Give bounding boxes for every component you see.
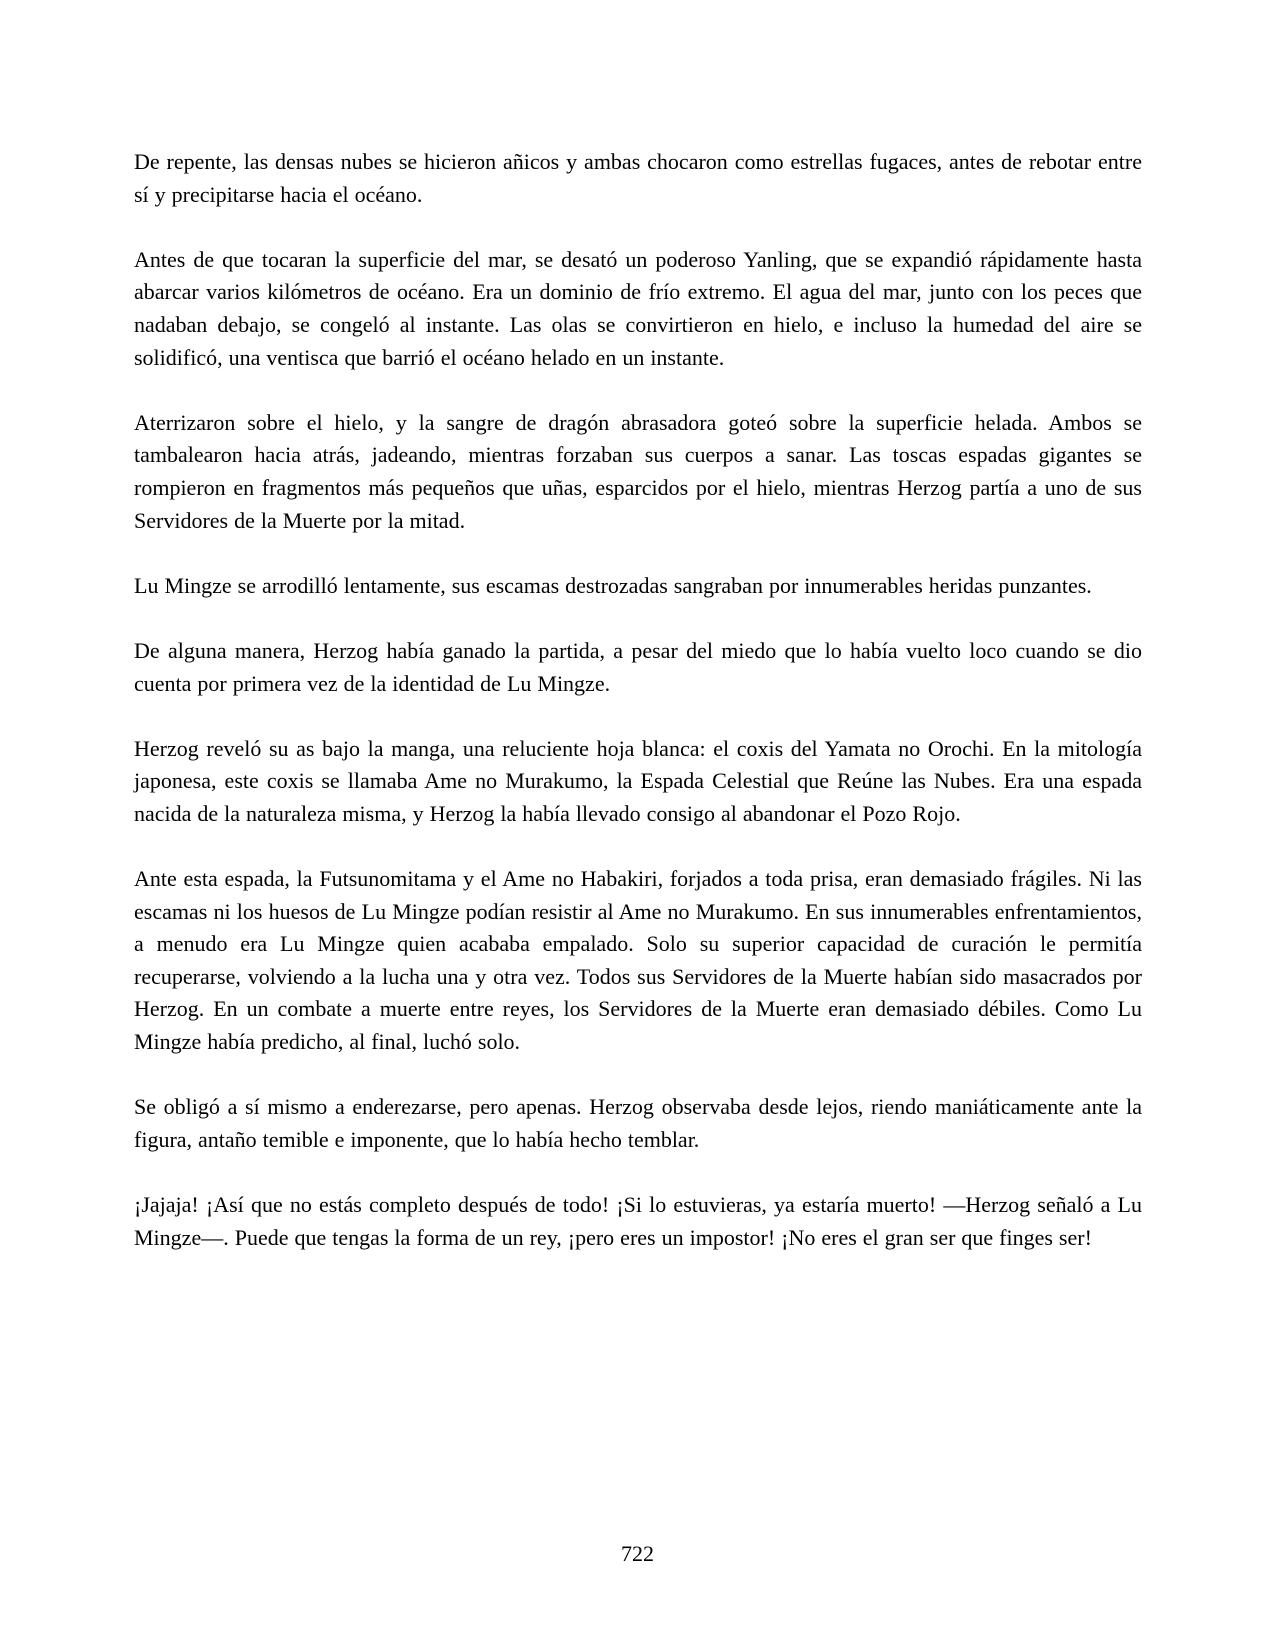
paragraph: Herzog reveló su as bajo la manga, una reluciente hoja blanca: el coxis del Yamata no Orochi. En la mitología japonesa, este coxis se llamaba Ame no Murakumo, la Espada Celestial que Reúne las Nubes. Era una espada nacida de la naturaleza misma, y Herzog la había llevado consigo al abandonar el Pozo Rojo. — [134, 735, 1142, 826]
paragraph: Ante esta espada, la Futsunomitama y el Ame no Habakiri, forjados a toda prisa, eran demasiado frágiles. Ni las escamas ni los huesos de Lu Mingze podían resistir al Ame no Murakumo. En sus innumerables enfrentamientos, a menudo era Lu Mingze quien acababa empalado. Solo su superior capacidad de curación le permitía recuperarse, volviendo a la lucha una y otra vez. Todos sus Servidores de la Muerte habían sido masacrados por Herzog. En un combate a muerte entre reyes, los Servidores de la Muerte eran demasiado débiles. Como Lu Mingze había predicho, al final, luchó solo. — [134, 866, 1142, 1055]
paragraph: ¡Jajaja! ¡Así que no estás completo después de todo! ¡Si lo estuvieras, ya estaría muerto! —Herzog señaló a Lu Mingze—. Puede que tengas la forma de un rey, ¡pero eres un impostor! ¡No eres el gran ser que finges ser! — [134, 1192, 1142, 1250]
paragraph: Antes de que tocaran la superficie del mar, se desató un poderoso Yanling, que se expandió rápidamente hasta abarcar varios kilómetros de océano. Era un dominio de frío extremo. El agua del mar, junto con los peces que nadaban debajo, se congeló al instante. Las olas se convirtieron en hielo, e incluso la humedad del aire se solidificó, una ventisca que barrió el océano helado en un instante. — [134, 246, 1142, 370]
paragraph: De repente, las densas nubes se hicieron añicos y ambas chocaron como estrellas fugaces, antes de rebotar entre sí y precipitarse hacia el océano. — [134, 149, 1142, 207]
paragraph: Lu Mingze se arrodilló lentamente, sus escamas destrozadas sangraban por innumerables heridas punzantes. — [134, 572, 1092, 598]
page-number: 722 — [621, 1541, 654, 1566]
paragraph: Aterrizaron sobre el hielo, y la sangre de dragón abrasadora goteó sobre la superficie helada. Ambos se tambalearon hacia atrás, jadeando, mientras forzaban sus cuerpos a sanar. Las toscas espadas gigantes se rompieron en fragmentos más pequeños que uñas, esparcidos por el hielo, mientras Herzog partía a uno de sus Servidores de la Muerte por la mitad. — [134, 409, 1142, 533]
paragraph: Se obligó a sí mismo a enderezarse, pero apenas. Herzog observaba desde lejos, riendo maniáticamente ante la figura, antaño temible e imponente, que lo había hecho temblar. — [134, 1094, 1142, 1152]
paragraph: De alguna manera, Herzog había ganado la partida, a pesar del miedo que lo había vuelto loco cuando se dio cuenta por primera vez de la identidad de Lu Mingze. — [134, 637, 1142, 696]
text-block — [134, 146, 1142, 1287]
